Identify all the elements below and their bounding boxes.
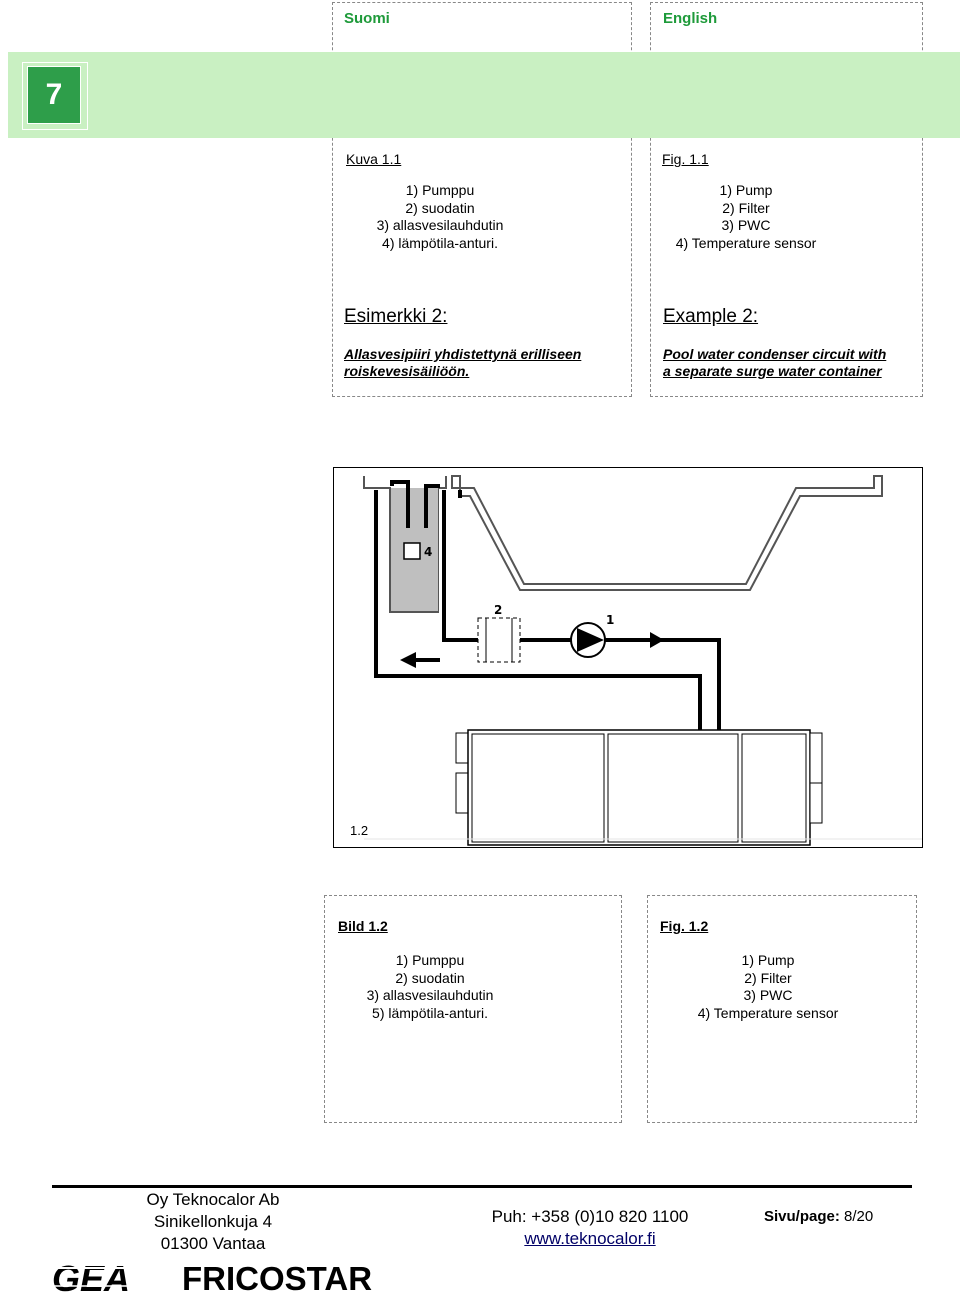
page-label: Sivu/page: <box>764 1208 840 1225</box>
gea-logo-text: GEA <box>52 1260 131 1296</box>
fig12-caption-en: Fig. 1.2 <box>660 918 709 934</box>
fig11-caption-fi: Kuva 1.1 <box>346 151 402 167</box>
fig11-caption-en: Fig. 1.1 <box>662 151 709 167</box>
list-item: 1) Pump <box>741 952 795 968</box>
callout-1: 1 <box>606 613 615 627</box>
fig12-caption-fi: Bild 1.2 <box>338 918 388 934</box>
chapter-number: 7 <box>27 66 81 124</box>
list-item: 1) Pumppu <box>405 182 475 198</box>
list-item: 3) allasvesilauhdutin <box>376 217 504 233</box>
schematic-svg <box>334 468 922 847</box>
website-link[interactable]: www.teknocalor.fi <box>524 1229 656 1248</box>
list-item: 1) Pump <box>719 182 773 198</box>
schematic-figure <box>333 467 923 848</box>
example-title-en: Example 2: <box>663 306 759 327</box>
list-item: 5) lämpötila-anturi. <box>372 1004 488 1021</box>
example-subtitle-fi <box>344 346 581 380</box>
example-subtitle-line: Allasvesipiiri yhdistettynä erilliseen <box>344 346 582 362</box>
unit-section <box>472 734 604 842</box>
lang-finnish: Suomi <box>344 10 390 27</box>
unit-right-panel <box>810 733 822 783</box>
footer-address <box>108 1189 318 1255</box>
unit-left-panel <box>456 733 468 763</box>
city-address: 01300 Vantaa <box>160 1234 266 1253</box>
phone-number: Puh: +358 (0)10 820 1100 <box>491 1207 689 1226</box>
footer-rule <box>52 1185 912 1188</box>
list-item: 1) Pumppu <box>395 952 465 968</box>
list-item: 2) suodatin <box>405 199 475 216</box>
example-subtitle-line: roiskevesisäiliöön. <box>344 363 470 379</box>
example-subtitle-line: a separate surge water container <box>663 363 882 379</box>
fig12-list-en <box>682 952 854 1022</box>
list-item: 2) suodatin <box>395 969 465 986</box>
figure-label: 1.2 <box>350 823 369 838</box>
chapter-band <box>8 52 960 138</box>
callout-2: 2 <box>494 603 503 617</box>
list-item: 4) Temperature sensor <box>675 234 817 251</box>
page-value: 8/20 <box>844 1208 874 1225</box>
page-indicator <box>764 1208 873 1225</box>
callout-4: 4 <box>424 545 433 559</box>
filter <box>478 618 520 662</box>
pool-outline <box>452 476 882 590</box>
list-item: 4) lämpötila-anturi. <box>382 234 498 251</box>
fig11-list-en <box>660 182 832 252</box>
unit-section <box>742 734 806 842</box>
company-name: Oy Teknocalor Ab <box>146 1190 280 1209</box>
list-item: 2) Filter <box>744 969 792 986</box>
fig12-list-fi <box>330 952 530 1022</box>
unit-section <box>608 734 738 842</box>
example-subtitle-en <box>663 346 886 380</box>
lang-english: English <box>663 10 718 27</box>
brand-name: FRICOSTAR <box>182 1260 373 1297</box>
gea-logo <box>50 1260 168 1296</box>
list-item: 2) Filter <box>722 199 770 216</box>
example-subtitle-line: Pool water condenser circuit with <box>663 346 887 362</box>
list-item: 3) PWC <box>721 217 771 233</box>
street-address: Sinikellonkuja 4 <box>153 1212 273 1231</box>
example-title-fi: Esimerkki 2: <box>344 306 448 327</box>
temperature-sensor <box>404 543 420 559</box>
list-item: 4) Temperature sensor <box>697 1004 839 1021</box>
footer-contact <box>470 1206 710 1250</box>
list-item: 3) PWC <box>743 987 793 1003</box>
fig11-list-fi <box>340 182 540 252</box>
unit-left-panel <box>456 773 468 813</box>
unit-right-panel <box>810 783 822 823</box>
list-item: 3) allasvesilauhdutin <box>366 987 494 1003</box>
